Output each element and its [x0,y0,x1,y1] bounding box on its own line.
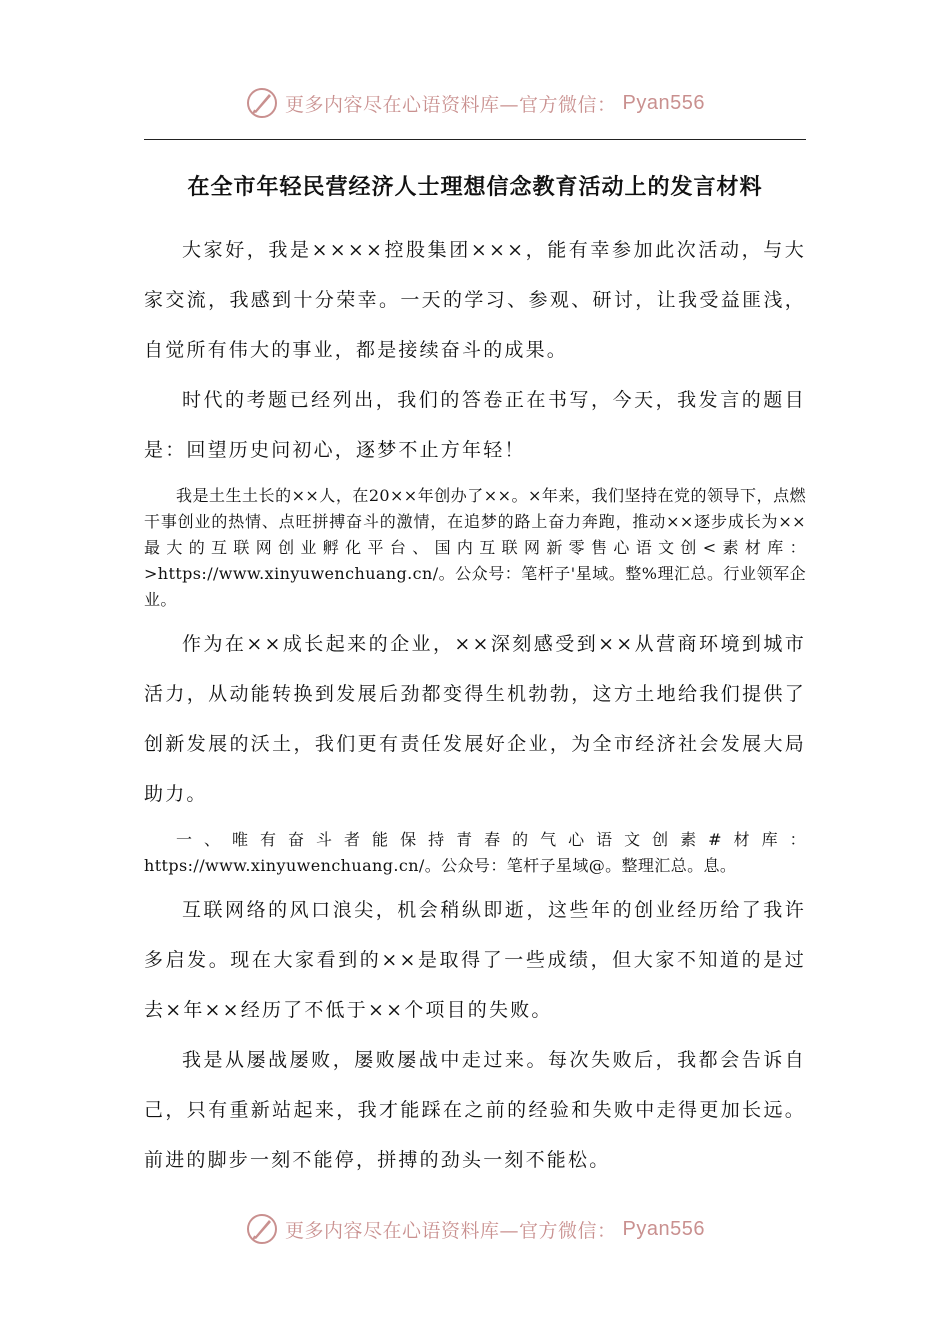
document-body [144,225,806,1185]
footer-watermark [0,1212,950,1246]
paragraph: 我是从屡战屡败，屡败屡战中走过来。每次失败后，我都会告诉自己，只有重新站起来，我才能踩在之前的经验和失败中走得更加长远。前进的脚步一刻不能停，拼搏的劲头一刻不能松。 [144,1049,806,1171]
header-watermark-text: 更多内容尽在心语资料库—官方微信： [285,93,617,116]
footer-watermark-text: 更多内容尽在心语资料库—官方微信： [285,1219,617,1242]
paragraph: 作为在××成长起来的企业，××深刻感受到××从营商环境到城市活力，从动能转换到发展后劲都变得生机勃勃，这方土地给我们提供了创新发展的沃土，我们更有责任发展好企业，为全市经济社会发展大局助力。 [144,633,806,805]
footer-watermark-id: Pyan556 [622,1217,705,1240]
section-heading: 一、唯有奋斗者能保持青春的气心语文创素#材库：https://www.xinyuwenchuang.cn/。公众号：笔杆子星域@。整理汇总。息。 [144,830,806,875]
paragraph: 互联网络的风口浪尖，机会稍纵即逝，这些年的创业经历给了我许多启发。现在大家看到的××是取得了一些成绩，但大家不知道的是过去×年××经历了不低于××个项目的失败。 [144,899,806,1021]
quill-pen-logo-icon [245,1212,279,1246]
paragraph: 大家好，我是××××控股集团×××，能有幸参加此次活动，与大家交流，我感到十分荣幸。一天的学习、参观、研讨，让我受益匪浅，自觉所有伟大的事业，都是接续奋斗的成果。 [144,239,806,361]
paragraph: 我是土生土长的××人，在20××年创办了××。×年来，我们坚持在党的领导下，点燃干事创业的热情、点旺拼搏奋斗的激情，在追梦的路上奋力奔跑，推动××逐步成长为××最大的互联网创业孵化平台、国内互联网新零售心语文创<素材库：>https://www.xinyuwenchuang.cn/。公众号：笔杆子'星域。整%理汇总。行业领军企业。 [144,486,806,609]
quill-pen-logo-icon [245,86,279,120]
header-watermark-id: Pyan556 [622,91,705,114]
header-watermark [0,86,950,120]
header-divider [144,139,806,140]
page-title: 在全市年轻民营经济人士理想信念教育活动上的发言材料 [187,174,763,200]
paragraph: 时代的考题已经列出，我们的答卷正在书写，今天，我发言的题目是：回望历史问初心，逐梦不止方年轻！ [144,389,806,461]
